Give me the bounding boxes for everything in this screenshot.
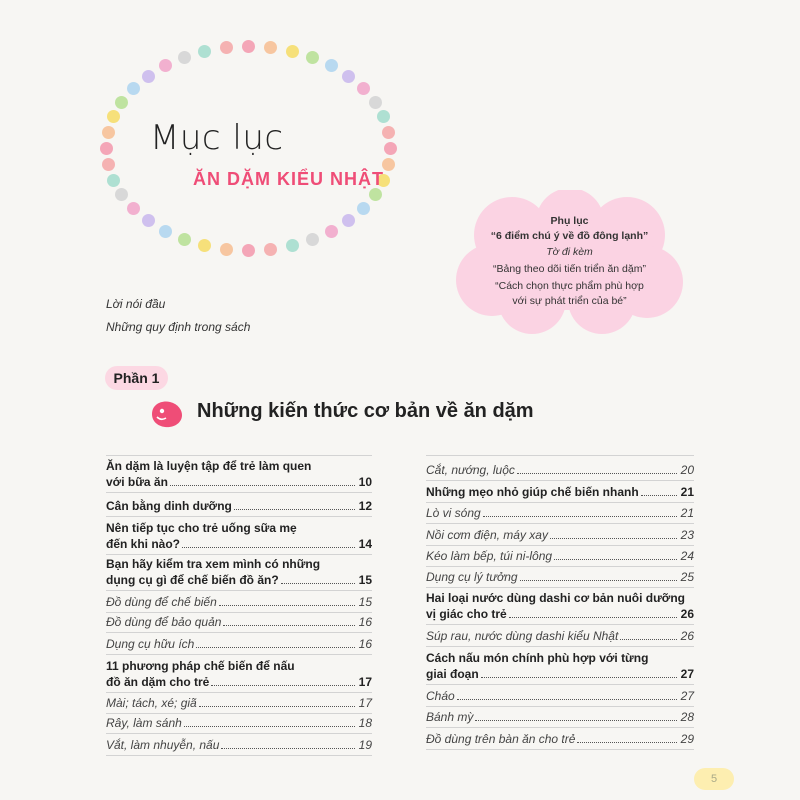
dot-leader <box>281 583 355 584</box>
decorative-dot <box>220 243 233 256</box>
decorative-dot <box>242 40 255 53</box>
toc-entry-title: với bữa ăn <box>106 475 168 489</box>
toc-entry[interactable] <box>106 614 372 630</box>
decorative-dot <box>357 202 370 215</box>
toc-entry[interactable] <box>426 590 694 622</box>
toc-separator <box>106 492 372 493</box>
toc-page-number: 17 <box>358 675 372 689</box>
decorative-dot <box>115 188 128 201</box>
toc-entry[interactable] <box>426 688 694 704</box>
toc-page-number: 26 <box>680 607 694 621</box>
dot-leader <box>170 485 355 486</box>
dot-leader <box>475 720 677 721</box>
toc-page-number: 27 <box>680 667 694 681</box>
book-subtitle: ĂN DẶM KIỂU NHẬT <box>193 169 384 189</box>
toc-page-number: 21 <box>680 506 694 520</box>
toc-separator <box>106 713 372 714</box>
toc-entry-title: Rây, làm sánh <box>106 716 182 730</box>
part-badge: Phần 1 <box>105 366 168 390</box>
toc-entry[interactable] <box>106 658 372 690</box>
decorative-dot <box>220 41 233 54</box>
decorative-dot <box>342 70 355 83</box>
toc-entry[interactable] <box>106 636 372 652</box>
toc-separator <box>106 755 372 756</box>
toc-page-number: 18 <box>358 716 372 730</box>
toc-page-number: 28 <box>680 710 694 724</box>
toc-entry[interactable] <box>426 569 694 585</box>
toc-entry-title: Bánh mỳ <box>426 710 474 724</box>
decorative-dot <box>127 82 140 95</box>
toc-entry-title: Cắt, nướng, luộc <box>426 463 515 477</box>
toc-entry[interactable] <box>106 715 372 731</box>
decorative-dot <box>325 225 338 238</box>
decorative-dot <box>198 45 211 58</box>
decorative-dot <box>102 126 115 139</box>
toc-separator <box>426 624 694 625</box>
foreword-link[interactable]: Lời nói đầu <box>106 297 166 311</box>
toc-separator <box>426 502 694 503</box>
toc-page-number: 29 <box>680 732 694 746</box>
dot-leader <box>457 699 677 700</box>
toc-entry[interactable] <box>106 556 372 588</box>
decorative-dot <box>357 82 370 95</box>
toc-entry[interactable] <box>106 520 372 552</box>
toc-separator <box>106 654 372 655</box>
toc-page-number: 21 <box>680 485 694 499</box>
dot-leader <box>182 547 355 548</box>
appendix-item-progress: “Bảng theo dõi tiến triển ăn dặm” <box>493 263 646 275</box>
toc-separator <box>426 480 694 481</box>
appendix-attached-label: Tờ đi kèm <box>546 246 593 258</box>
toc-entry-title: Súp rau, nước dùng dashi kiểu Nhật <box>426 629 619 643</box>
toc-separator <box>106 554 372 555</box>
dot-leader <box>620 639 677 640</box>
decorative-dot <box>286 45 299 58</box>
decorative-dot <box>100 142 113 155</box>
toc-entry-title: Vắt, làm nhuyễn, nấu <box>106 738 220 752</box>
toc-entry-title-line1: Bạn hãy kiểm tra xem mình có những <box>106 557 321 571</box>
decorative-dot <box>369 188 382 201</box>
toc-separator <box>426 684 694 685</box>
decorative-dot <box>115 96 128 109</box>
decorative-dot <box>102 158 115 171</box>
appendix-item-food-line2: với sự phát triển của bé” <box>512 295 627 307</box>
toc-page-number: 15 <box>358 595 372 609</box>
toc-separator <box>426 455 694 456</box>
toc-entry[interactable] <box>106 458 372 490</box>
toc-entry[interactable] <box>426 505 694 521</box>
dot-leader <box>223 625 355 626</box>
toc-separator <box>106 590 372 591</box>
toc-page-number: 19 <box>358 738 372 752</box>
decorative-dot <box>107 110 120 123</box>
decorative-dot <box>159 59 172 72</box>
toc-entry-title-line1: Cách nấu món chính phù hợp với từng <box>426 651 649 665</box>
dot-leader <box>481 677 677 678</box>
toc-page-number: 24 <box>680 549 694 563</box>
rules-link[interactable]: Những quy định trong sách <box>106 320 251 334</box>
toc-entry-title: giai đoạn <box>426 667 479 681</box>
toc-page-number: 26 <box>680 629 694 643</box>
toc-entry-title: vị giác cho trẻ <box>426 607 507 621</box>
toc-separator <box>426 587 694 588</box>
toc-entry-title-line1: Ăn dặm là luyện tập để trẻ làm quen <box>106 459 312 473</box>
toc-entry-title-line1: Hai loại nước dùng dashi cơ bản nuôi dưỡng <box>426 591 685 605</box>
decorative-dot <box>382 126 395 139</box>
decorative-dot <box>384 142 397 155</box>
toc-entry-title: đồ ăn dặm cho trẻ <box>106 675 210 689</box>
decorative-dot <box>306 51 319 64</box>
decorative-dot <box>142 70 155 83</box>
decorative-dot <box>325 59 338 72</box>
toc-page-number: 23 <box>680 528 694 542</box>
toc-page-number: 16 <box>358 637 372 651</box>
toc-entry[interactable] <box>426 628 694 644</box>
toc-entry[interactable] <box>106 594 372 610</box>
toc-page-number: 12 <box>358 499 372 513</box>
dot-leader <box>550 538 677 539</box>
dot-leader <box>196 647 355 648</box>
part-title: Những kiến thức cơ bản về ăn dặm <box>197 400 534 422</box>
dot-leader <box>483 516 677 517</box>
toc-separator <box>426 566 694 567</box>
decorative-dot <box>264 41 277 54</box>
decorative-dot <box>159 225 172 238</box>
toc-entry-title-line1: Nên tiếp tục cho trẻ uống sữa mẹ <box>106 521 297 535</box>
toc-page-number: 20 <box>680 463 694 477</box>
dot-leader <box>184 726 355 727</box>
toc-entry-title: đến khi nào? <box>106 537 181 551</box>
toc-entry-title: Đồ dùng để bảo quản <box>106 615 222 629</box>
toc-entry-title: Đồ dùng để chế biến <box>106 595 217 609</box>
toc-entry-title: Cân bằng dinh dưỡng <box>106 499 232 513</box>
dot-leader <box>221 748 355 749</box>
dot-leader <box>641 495 677 496</box>
toc-entry[interactable] <box>426 709 694 725</box>
toc-page-number: 25 <box>680 570 694 584</box>
appendix-item-food-line1: “Cách chọn thực phẩm phù hợp <box>495 280 644 292</box>
toc-entry[interactable] <box>426 527 694 543</box>
dot-leader <box>520 580 677 581</box>
toc-entry[interactable] <box>426 462 694 478</box>
decorative-dot <box>369 96 382 109</box>
page-title: Mục lục <box>150 118 284 158</box>
dot-leader <box>554 559 677 560</box>
toc-page-number: 10 <box>358 475 372 489</box>
toc-separator <box>426 749 694 750</box>
appendix-item-frozen: “6 điểm chú ý về đồ đông lạnh” <box>490 230 649 242</box>
toc-separator <box>106 455 372 456</box>
decorative-dot <box>127 202 140 215</box>
toc-entry-title: Kéo làm bếp, túi ni-lông <box>426 549 553 563</box>
toc-separator <box>426 646 694 647</box>
dot-leader <box>517 473 677 474</box>
toc-page-number: 27 <box>680 689 694 703</box>
decorative-dot <box>342 214 355 227</box>
toc-entry-title: Đồ dùng trên bàn ăn cho trẻ <box>426 732 576 746</box>
toc-separator <box>426 523 694 524</box>
toc-page-number: 15 <box>358 573 372 587</box>
toc-separator <box>426 706 694 707</box>
toc-entry-title: Mài; tách, xé; giã <box>106 696 197 710</box>
toc-separator <box>426 727 694 728</box>
decorative-dot <box>178 51 191 64</box>
decorative-dot <box>377 110 390 123</box>
decorative-dot <box>198 239 211 252</box>
toc-entry[interactable] <box>106 498 372 514</box>
decorative-dot <box>306 233 319 246</box>
dot-leader <box>211 685 355 686</box>
toc-entry-title: Nồi cơm điện, máy xay <box>426 528 548 542</box>
decorative-dot <box>142 214 155 227</box>
dot-leader <box>509 617 677 618</box>
decorative-dot <box>264 243 277 256</box>
dot-leader <box>577 742 677 743</box>
dot-leader <box>199 706 355 707</box>
toc-entry[interactable] <box>426 484 694 500</box>
decorative-dot <box>107 174 120 187</box>
pink-fish-icon <box>148 398 186 430</box>
decorative-dot <box>178 233 191 246</box>
toc-entry-title: Dụng cụ lý tưởng <box>426 570 518 584</box>
toc-page-number: 16 <box>358 615 372 629</box>
toc-entry-title-line1: 11 phương pháp chế biến để nấu <box>106 659 295 673</box>
toc-entry-title: Dụng cụ hữu ích <box>106 637 195 651</box>
toc-separator <box>106 632 372 633</box>
toc-separator <box>106 733 372 734</box>
decorative-dot <box>286 239 299 252</box>
toc-separator <box>106 692 372 693</box>
dot-leader <box>234 509 355 510</box>
toc-separator <box>426 545 694 546</box>
toc-separator <box>106 516 372 517</box>
page-number: 5 <box>694 768 734 790</box>
decorative-dot <box>242 244 255 257</box>
toc-page-number: 14 <box>358 537 372 551</box>
decorative-dot <box>382 158 395 171</box>
toc-entry-title: Những mẹo nhỏ giúp chế biến nhanh <box>426 485 639 499</box>
toc-entry[interactable] <box>426 650 694 682</box>
toc-entry[interactable] <box>106 737 372 753</box>
toc-entry-title: Lò vi sóng <box>426 506 481 520</box>
appendix-title: Phụ lục <box>550 215 589 227</box>
toc-page-number: 17 <box>358 696 372 710</box>
toc-entry-title: Cháo <box>426 689 455 703</box>
toc-entry[interactable] <box>106 695 372 711</box>
toc-separator <box>106 612 372 613</box>
toc-entry[interactable] <box>426 731 694 747</box>
toc-entry-title: dụng cụ gì để chế biến đồ ăn? <box>106 573 279 587</box>
toc-entry[interactable] <box>426 548 694 564</box>
dot-leader <box>219 605 355 606</box>
